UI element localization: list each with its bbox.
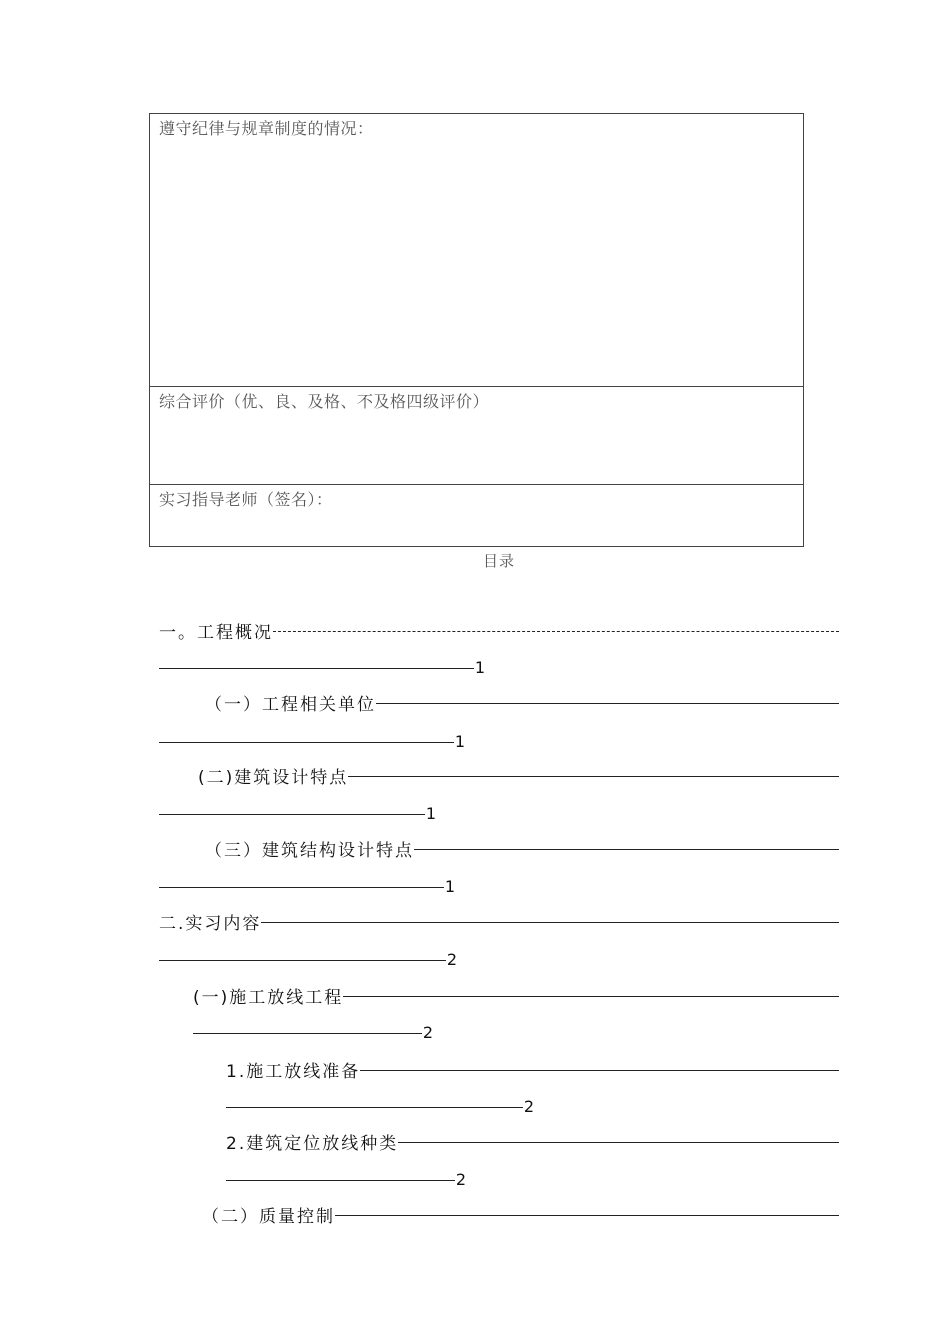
toc-leader [335,1215,839,1216]
toc-entry-8[interactable] [226,1130,839,1152]
toc-entry-1[interactable] [159,619,839,641]
toc-entry-text: 1.施工放线准备 [226,1061,361,1080]
toc-leader [159,814,425,815]
toc-page-number: 1 [444,876,455,896]
toc-entry-text: （二）质量控制 [202,1206,335,1225]
toc-entry-6[interactable] [193,984,839,1006]
toc-entry-4[interactable] [205,837,839,859]
toc-leader [226,1107,523,1108]
toc-entry-text: 一。工程概况 [159,622,273,641]
toc-page-number: 2 [455,1169,466,1189]
discipline-label: 遵守纪律与规章制度的情况： [159,119,374,138]
toc-leader [376,703,839,704]
toc-leader [273,631,839,632]
toc-leader [159,742,454,743]
toc-entry-text: (二)建筑设计特点 [198,767,349,786]
toc-leader [159,668,474,669]
toc-entry-6-cont [193,1021,433,1043]
toc-leader [360,1070,839,1071]
toc-entry-5[interactable] [159,910,839,932]
toc-page-number: 1 [425,803,436,823]
toc-leader [159,887,444,888]
evaluation-label: 综合评价（优、良、及格、不及格四级评价） [159,392,490,411]
toc-entry-text: （三）建筑结构设计特点 [205,840,414,859]
toc-leader [226,1180,455,1181]
toc-entry-text: 二.实习内容 [159,913,262,932]
toc-entry-text: （一）工程相关单位 [205,694,376,713]
discipline-row [150,114,803,387]
toc-entry-text: (一)施工放线工程 [193,987,344,1006]
toc-entry-7-cont [226,1095,534,1117]
toc-leader [159,960,446,961]
toc-page-number: 2 [422,1022,433,1042]
toc-page-number: 1 [454,731,465,751]
toc-page-number: 2 [523,1096,534,1116]
toc-entry-5-cont [159,948,457,970]
toc-entry-7[interactable] [226,1058,839,1080]
toc-entry-1-cont [159,656,485,678]
toc-page-number: 2 [446,949,457,969]
toc-entry-4-cont [159,875,455,897]
toc-entry-2[interactable] [205,691,839,713]
toc-entry-8-cont [226,1168,466,1190]
toc-leader [348,776,839,777]
toc-entry-3[interactable] [198,764,839,786]
advisor-signature-label: 实习指导老师（签名）： [159,490,333,509]
toc-entry-2-cont [159,730,465,752]
toc-page-number: 1 [474,657,485,677]
toc-leader [398,1142,839,1143]
toc-entry-3-cont [159,802,436,824]
toc-entry-text: 2.建筑定位放线种类 [226,1133,399,1152]
advisor-signature-row [150,485,803,546]
evaluation-form-table [149,113,804,547]
evaluation-row [150,387,803,485]
toc-entry-9[interactable] [202,1203,839,1225]
toc-leader [261,922,839,923]
toc-leader [414,849,839,850]
toc-leader [343,996,839,997]
toc-leader [193,1033,422,1034]
toc-title: 目录 [482,552,515,570]
